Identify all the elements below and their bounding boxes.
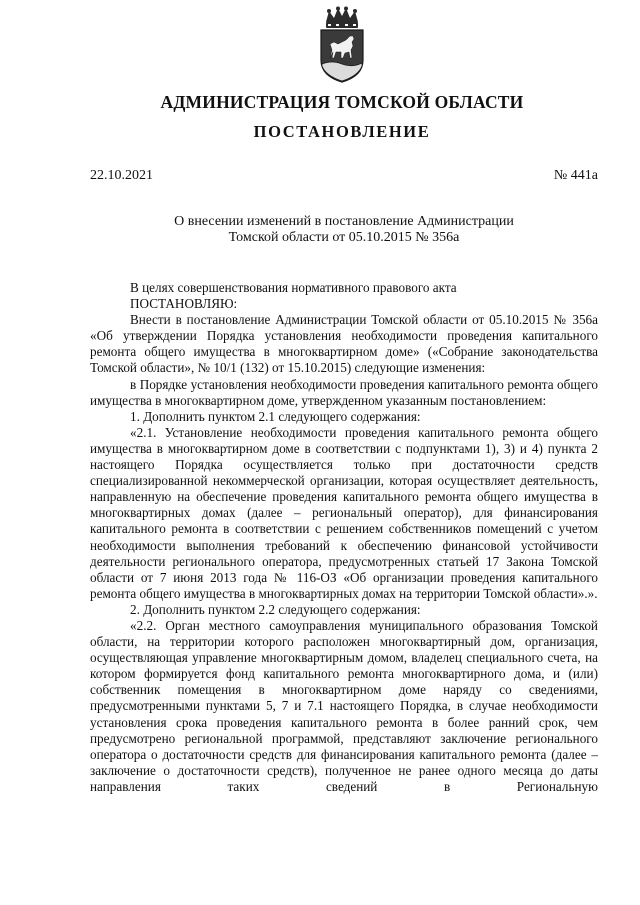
paragraph-procedure: в Порядке установления необходимости проведения капитального ремонта общего имущества в многоквартирном доме, утвержденном указанным постановлением:	[90, 376, 598, 408]
paragraph-item-2: 2. Дополнить пунктом 2.2 следующего содержания:	[130, 601, 421, 617]
document-body	[90, 280, 598, 795]
paragraph-preamble: В целях совершенствования нормативного правового акта	[130, 280, 457, 295]
document-subject	[90, 214, 598, 246]
crown-icon	[326, 7, 358, 29]
paragraph-clause-2-2: «2.2. Орган местного самоуправления муниципального образования Томской области, на территории которого расположен многоквартирный дом, организация, осуществляющая управление многоквартирным домом, владелец специального счета, на котором формируется фонд капитального ремонта многоквартирного дома, и (или) собственник помещения в многоквартирном доме наряду со сведениями, предусмотренными пунктами 5, 7 и 7.1 настоящего Порядка, в случае необходимости установления срока проведения капитального ремонта в более ранний срок, чем предусмотрено региональной программой, представляют заключение регионального оператора о достаточности средств для финансирования капитального ремонта (далее – заключение о достаточности средств), полученное не ранее одного месяца до даты направления таких сведений в Региональную	[90, 617, 598, 794]
paragraph-amend: Внести в постановление Администрации Томской области от 05.10.2015 № 356а «Об утверждении Порядка установления необходимости проведения капитального ремонта общего имущества в многоквартирном доме» («Собрание законодательства Томской области», № 10/1 (132) от 15.10.2015) следующие изменения:	[90, 312, 598, 376]
paragraph-clause-2-1: «2.1. Установление необходимости проведения капитального ремонта общего имущества в многоквартирном доме в соответствии с подпунктами 1), 3) и 4) пункта 2 настоящего Порядка осуществляется только при достаточности средств специализированной некоммерческой организации, которая осуществляет деятельность, направленную на обеспечение проведения капитального ремонта общего имущества в многоквартирных домах (далее – региональный оператор), для финансирования капитального ремонта в соответствии с решением собственников помещений с учетом необходимости выполнения требований к обеспечению финансовой устойчивости деятельности регионального оператора, предусмотренных статьей 17 Закона Томской области от 7 июня 2013 года № 116-ОЗ «Об организации проведения капитального ремонта общего имущества в многоквартирных домах на территории Томской области».».	[90, 424, 598, 601]
paragraph-resolve: ПОСТАНОВЛЯЮ:	[130, 296, 238, 312]
organization-title: АДМИНИСТРАЦИЯ ТОМСКОЙ ОБЛАСТИ	[160, 92, 524, 112]
subject-line-2: Томской области от 05.10.2015 № 356а	[228, 230, 460, 245]
document-number: № 441а	[553, 168, 598, 183]
document-date: 22.10.2021	[90, 168, 153, 183]
document-type: ПОСТАНОВЛЕНИЕ	[253, 122, 431, 141]
coat-of-arms-icon	[316, 6, 368, 84]
paragraph-item-1: 1. Дополнить пунктом 2.1 следующего содержания:	[130, 408, 421, 424]
subject-line-1: О внесении изменений в постановление Администрации	[174, 214, 514, 229]
